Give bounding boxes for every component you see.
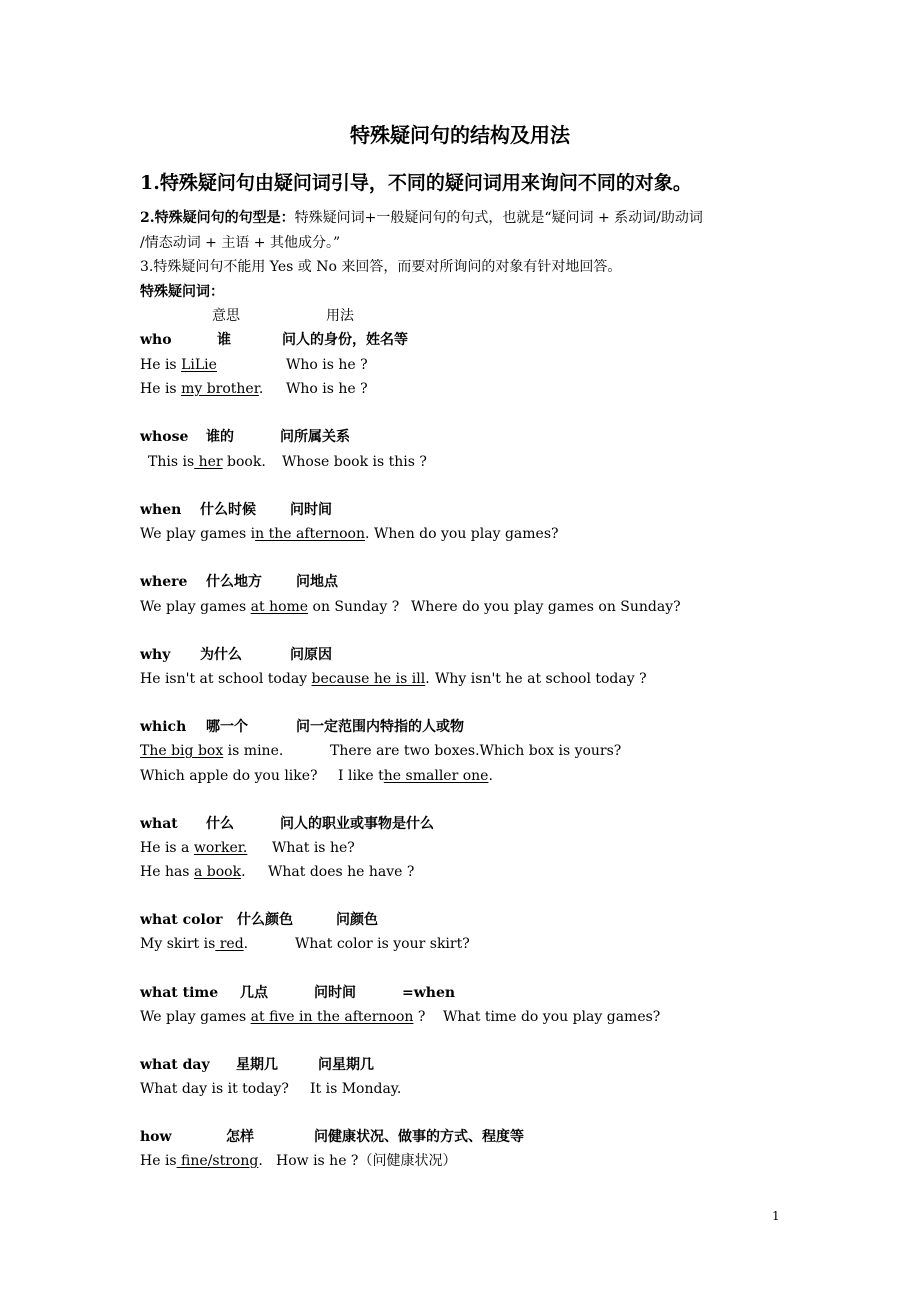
- entry-what-meaning: 什么: [206, 816, 234, 832]
- entry-when-word: when: [140, 502, 182, 518]
- page-number: 1: [772, 1209, 780, 1223]
- entry-which-meaning: 哪一个: [206, 719, 248, 735]
- answer-part: at five in the afternoon: [250, 1009, 414, 1025]
- entry-what-day-usage: 问星期几: [318, 1057, 374, 1073]
- entry-how-question-1: How is he ?（问健康状况）: [276, 1153, 457, 1169]
- entry-why-word: why: [140, 647, 171, 663]
- entry-who-usage: 问人的身份，姓名等: [282, 332, 408, 348]
- entry-what-time-equivalent: =when: [402, 985, 456, 1001]
- entry-what-time-usage: 问时间: [314, 985, 356, 1001]
- column-usage: 用法: [326, 308, 354, 324]
- entry-what-time-word: what time: [140, 985, 219, 1001]
- entry-where-word: where: [140, 574, 188, 590]
- entry-whose-question-1: Whose book is this ?: [282, 454, 427, 470]
- entry-what-color-meaning: 什么颜色: [237, 912, 293, 928]
- entry-who-example-1: He is LiLie: [140, 357, 217, 373]
- point-2-text: 特殊疑问词+一般疑问句的句式，也就是“疑问词 + 系动词/助动词: [294, 210, 703, 226]
- entry-which-example-1: The big box is mine.: [140, 743, 284, 759]
- entry-how-usage: 问健康状况、做事的方式、程度等: [314, 1129, 524, 1145]
- entry-where-meaning: 什么地方: [206, 574, 262, 590]
- answer-part: red: [215, 936, 244, 952]
- point-2-label: 2.特殊疑问句的句型是：: [140, 210, 295, 226]
- entry-what-question-1: What is he?: [272, 840, 355, 856]
- entry-why-question-1: Why isn't he at school today ?: [435, 671, 647, 687]
- entry-which-example-2: I like the smaller one.: [338, 768, 493, 784]
- entry-how-meaning: 怎样: [226, 1129, 254, 1145]
- entry-what-time-meaning: 几点: [240, 985, 268, 1001]
- entry-who-word: who: [140, 332, 172, 348]
- entry-which-usage: 问一定范围内特指的人或物: [296, 719, 464, 735]
- answer-part: he smaller one: [383, 768, 489, 784]
- entry-who-example-2: He is my brother.: [140, 381, 264, 397]
- answer-part: a book: [193, 864, 242, 880]
- entry-who-question-2: Who is he ?: [286, 381, 368, 397]
- entry-what-question-2: What does he have ?: [268, 864, 415, 880]
- entry-when-meaning: 什么时候: [200, 502, 256, 518]
- answer-part: LiLie: [181, 357, 217, 373]
- point-2-continued: /情态动词 + 主语 + 其他成分。”: [140, 235, 341, 251]
- point-3: 3.特殊疑问句不能用 Yes 或 No 来回答，而要对所询问的对象有针对地回答。: [140, 259, 622, 275]
- entry-what-day-question-1: What day is it today?: [140, 1081, 289, 1097]
- entry-how-word: how: [140, 1129, 172, 1145]
- point-1: 1.特殊疑问句由疑问词引导，不同的疑问词用来询问不同的对象。: [140, 172, 692, 194]
- entry-what-color-example-1: My skirt is red.: [140, 936, 249, 952]
- entry-why-usage: 问原因: [290, 647, 332, 663]
- entry-who-meaning: 谁: [217, 332, 231, 348]
- entry-who-question-1: Who is he ?: [286, 357, 368, 373]
- entry-whose-usage: 问所属关系: [280, 429, 350, 445]
- entry-what-time-question-1: What time do you play games?: [443, 1009, 661, 1025]
- entry-what-color-question-1: What color is your skirt?: [295, 936, 470, 952]
- entry-where-example-1: We play games at home on Sunday ?: [140, 599, 400, 615]
- entry-what-word: what: [140, 816, 178, 832]
- entry-what-time-example-1: We play games at five in the afternoon ?: [140, 1009, 426, 1025]
- entry-what-example-2: He has a book.: [140, 864, 246, 880]
- point-2: [140, 208, 703, 228]
- answer-part: her: [194, 454, 223, 470]
- entry-what-color-word: what color: [140, 912, 223, 928]
- answer-part: worker.: [193, 840, 248, 856]
- words-heading: 特殊疑问词：: [140, 284, 224, 300]
- document-title: 特殊疑问句的结构及用法: [350, 123, 570, 147]
- answer-part: n the afternoon: [255, 526, 365, 542]
- entry-when-question-1: When do you play games?: [374, 526, 559, 542]
- entry-where-usage: 问地点: [296, 574, 338, 590]
- entry-whose-meaning: 谁的: [206, 429, 234, 445]
- entry-what-day-meaning: 星期几: [236, 1057, 278, 1073]
- entry-how-example-1: He is fine/strong.: [140, 1153, 263, 1169]
- answer-part: The big box: [140, 743, 224, 759]
- column-meaning: 意思: [212, 308, 240, 324]
- entry-what-example-1: He is a worker.: [140, 840, 248, 856]
- entry-what-color-usage: 问颜色: [336, 912, 378, 928]
- entry-where-question-1: Where do you play games on Sunday?: [411, 599, 681, 615]
- answer-part: at home: [250, 599, 309, 615]
- entry-which-word: which: [140, 719, 187, 735]
- answer-part: because he is ill: [311, 671, 426, 687]
- entry-what-day-word: what day: [140, 1057, 210, 1073]
- entry-what-day-answer-1: It is Monday.: [310, 1081, 402, 1097]
- entry-which-question-2: Which apple do you like?: [140, 768, 318, 784]
- entry-what-usage: 问人的职业或事物是什么: [280, 816, 434, 832]
- entry-when-example-1: We play games in the afternoon.: [140, 526, 370, 542]
- entry-when-usage: 问时间: [290, 502, 332, 518]
- entry-whose-word: whose: [140, 429, 189, 445]
- entry-whose-example-1: This is her book.: [148, 454, 266, 470]
- entry-why-example-1: He isn't at school today because he is ill.: [140, 671, 430, 687]
- answer-part: my brother: [181, 381, 259, 397]
- entry-which-question-1: There are two boxes.Which box is yours?: [330, 743, 622, 759]
- answer-part: fine/strong: [176, 1153, 259, 1169]
- entry-why-meaning: 为什么: [200, 647, 242, 663]
